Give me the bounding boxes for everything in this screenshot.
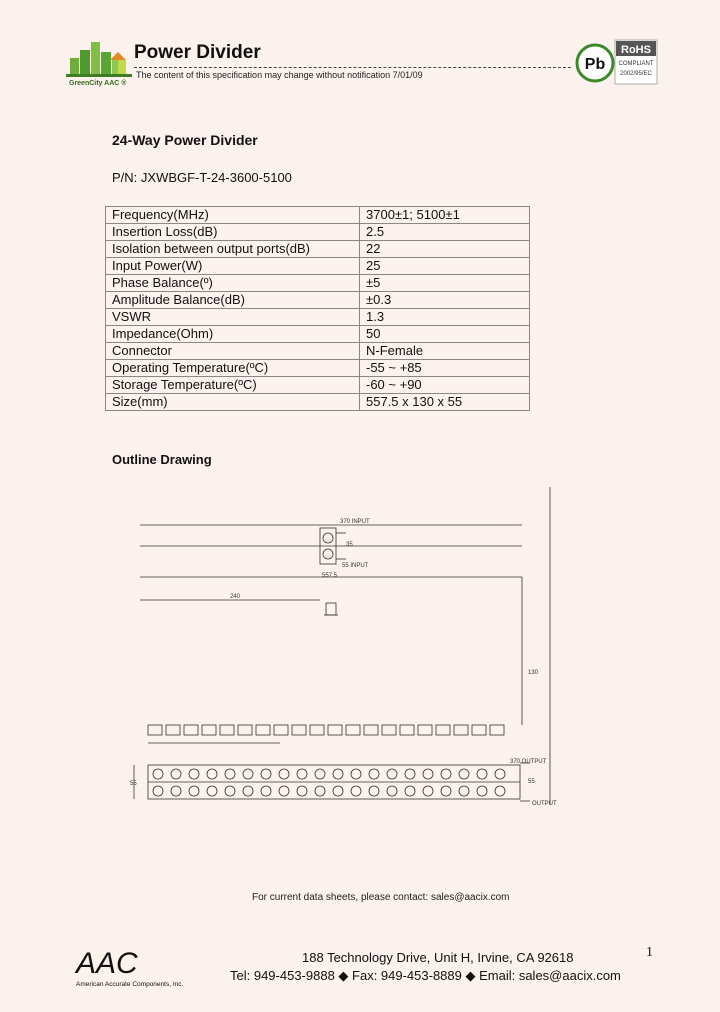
table-row (106, 394, 530, 411)
logo-text: GreenCity AAC ® (69, 80, 127, 87)
label-output: 370 OUTPUT (510, 759, 547, 765)
spec-value: ±0.3 (360, 292, 530, 309)
spec-value: 25 (360, 258, 530, 275)
company-phones: Tel: 949-453-9888 ◆ Fax: 949-453-8889 ◆ Email: sales@aacix.com (230, 968, 621, 983)
header-rule (134, 67, 571, 68)
output-connectors-bottom (153, 769, 505, 796)
rohs-compliant: COMPLIANT (618, 61, 654, 67)
spec-value: 557.5 x 130 x 55 (360, 394, 530, 411)
table-row (106, 326, 530, 343)
label-height: 130 (528, 670, 539, 676)
product-name: 24-Way Power Divider (112, 132, 258, 148)
table-row (106, 377, 530, 394)
spec-value: ±5 (360, 275, 530, 292)
table-row (106, 207, 530, 224)
table-row (106, 360, 530, 377)
spec-value: 22 (360, 241, 530, 258)
table-row (106, 309, 530, 326)
company-address: 188 Technology Drive, Unit H, Irvine, CA 92618 (302, 950, 574, 965)
spec-param: Storage Temperature(ºC) (106, 377, 360, 394)
label-offset: 240 (230, 594, 241, 600)
page-number: 1 (646, 945, 653, 960)
spec-value: 1.3 (360, 309, 530, 326)
spec-param: VSWR (106, 309, 360, 326)
part-number: P/N: JXWBGF-T-24-3600-5100 (112, 170, 292, 185)
spec-param: Impedance(Ohm) (106, 326, 360, 343)
change-notice: The content of this specification may change without notification 7/01/09 (136, 70, 423, 80)
label-input-bottom: 55 INPUT (342, 563, 369, 569)
table-row (106, 258, 530, 275)
table-row (106, 292, 530, 309)
spec-param: Phase Balance(º) (106, 275, 360, 292)
spec-value: N-Female (360, 343, 530, 360)
aac-fullname: American Accurate Components, Inc. (76, 981, 184, 988)
spec-param: Isolation between output ports(dB) (106, 241, 360, 258)
spec-value: 50 (360, 326, 530, 343)
contact-line: For current data sheets, please contact: sales@aacix.com (252, 892, 510, 903)
aac-wordmark: AAC (76, 947, 138, 980)
spec-value: 3700±1; 5100±1 (360, 207, 530, 224)
label-input-dim: 35 (346, 542, 353, 548)
table-row (106, 224, 530, 241)
label-side-dim: 55 (130, 781, 137, 787)
spec-param: Operating Temperature(ºC) (106, 360, 360, 377)
label-output-bottom: OUTPUT (532, 801, 557, 807)
page-title: Power Divider (134, 42, 261, 63)
table-row (106, 343, 530, 360)
label-length: 557.5 (322, 573, 338, 579)
outline-drawing (130, 485, 560, 815)
spec-value: -55 ~ +85 (360, 360, 530, 377)
label-input-top: 370 INPUT (340, 519, 370, 525)
rohs-label: RoHS (621, 44, 651, 56)
rohs-badge (575, 38, 659, 86)
spec-param: Connector (106, 343, 360, 360)
spec-value: -60 ~ +90 (360, 377, 530, 394)
spec-param: Input Power(W) (106, 258, 360, 275)
spec-param: Insertion Loss(dB) (106, 224, 360, 241)
spec-param: Amplitude Balance(dB) (106, 292, 360, 309)
pb-text: Pb (584, 56, 606, 73)
spec-param: Frequency(MHz) (106, 207, 360, 224)
spec-table (105, 206, 530, 411)
spec-value: 2.5 (360, 224, 530, 241)
table-row (106, 275, 530, 292)
rohs-directive: 2002/95/EC (620, 71, 652, 77)
greencity-logo (66, 38, 134, 90)
table-row (106, 241, 530, 258)
aac-logo (72, 943, 187, 989)
output-connectors-top (148, 725, 504, 735)
label-output-dim: 55 (528, 779, 535, 785)
spec-param: Size(mm) (106, 394, 360, 411)
outline-drawing-heading: Outline Drawing (112, 452, 212, 467)
